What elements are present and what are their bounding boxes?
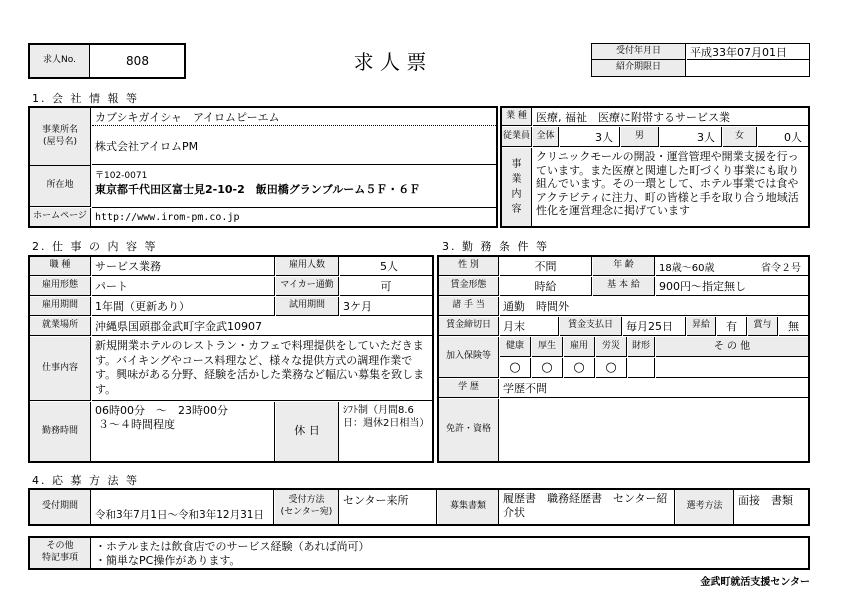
insurance-employment-label: 雇用 [564, 337, 595, 357]
age-label: 年 齢 [593, 257, 655, 276]
selection-label: 選考方法 [676, 490, 734, 524]
business-label: 事 業 内 容 [502, 148, 532, 226]
job-number: 808 [126, 54, 149, 68]
company-name-label: 事業所名 (屋号名) [30, 108, 91, 166]
total-label: 全体 [533, 127, 559, 147]
education: 学歴不問 [500, 379, 808, 398]
homepage-label: ホームページ [30, 208, 91, 226]
license-label: 免許・資格 [439, 399, 499, 461]
female-employees: 0人 [758, 127, 808, 147]
employment-form: パート [92, 277, 275, 296]
postal-code: 〒102-0071 [95, 170, 148, 180]
industry: 医療, 福祉 医療に附帯するサービス業 [533, 108, 808, 126]
address-label: 所在地 [30, 166, 91, 207]
job-type: サービス業務 [92, 257, 275, 276]
page-title: 求 人 票 [353, 50, 427, 74]
wage-form: 時給 [500, 277, 592, 296]
received-date-label: 受付年月日 [592, 44, 686, 60]
license [500, 399, 808, 461]
hours-duration: ３～４時間程度 [98, 418, 175, 431]
insurance-accident-label: 労災 [596, 337, 627, 357]
received-date: 平成33年07月01日 [687, 44, 809, 60]
accept-method: センター来所 [340, 490, 437, 524]
homepage-url[interactable]: http://www.irom-pm.co.jp [95, 211, 240, 223]
section-4-title: 4. 応 募 方 法 等 [32, 474, 139, 487]
section-3-title: 3. 勤 務 条 件 等 [442, 240, 549, 253]
age-note: 省令２号 [761, 263, 801, 274]
payday: 毎月25日 [623, 317, 686, 336]
accept-period-label: 受付期間 [30, 490, 91, 524]
male-employees: 3人 [660, 127, 722, 147]
insurance-savings-label: 財形 [628, 337, 655, 357]
trial-label: 試用期間 [276, 297, 339, 316]
closing-day: 月末 [500, 317, 559, 336]
accept-method-label: 受付方法 (センター宛) [275, 490, 339, 524]
issuer: 金武町就活支援センター [700, 577, 810, 588]
job-type-label: 職 種 [30, 257, 91, 276]
industry-label: 業 種 [502, 108, 532, 126]
trial-period: 3ケ月 [340, 297, 432, 316]
insurance-pension-mark: ○ [532, 358, 563, 378]
raise-label: 昇給 [687, 317, 716, 336]
address: 東京都千代田区富士見2-10-2 飯田橋グランブルーム５Ｆ・６Ｆ [95, 183, 421, 196]
insurance-employment-mark: ○ [564, 358, 595, 378]
section-1-title: 1. 会 社 情 報 等 [32, 92, 139, 105]
referral-deadline [687, 60, 809, 76]
gender-label: 性 別 [439, 257, 499, 276]
allowance: 通勤 時間外 [500, 297, 808, 316]
insurance-other-label: そ の 他 [656, 337, 808, 357]
car-commute-label: マイカー通勤 [276, 277, 339, 296]
holiday-label: 休 日 [276, 402, 339, 461]
hires-label: 雇用人数 [276, 257, 339, 276]
hires: 5人 [340, 257, 432, 276]
education-label: 学 歴 [439, 379, 499, 398]
hours-range: 06時00分 ～ 23時00分 [95, 404, 228, 417]
employment-form-label: 雇用形態 [30, 277, 91, 296]
bonus: 無 [779, 317, 808, 336]
total-employees: 3人 [560, 127, 620, 147]
notes-label: その他 特記事項 [30, 538, 91, 568]
business-description: クリニックモールの開設・運営管理や開業支援を行っています。また医療と関連した町づくり事業にも取り組んでいます。その一環として、ホテル事業では食やアクテビティに注力、町の皆様と手を取り合う地域活性化を運営理念に掲げています [536, 150, 800, 217]
insurance-accident-mark: ○ [596, 358, 627, 378]
gender: 不問 [500, 257, 592, 276]
accept-period: 令和3年7月1日～令和3年12月31日 [92, 505, 274, 524]
insurance-label: 加入保険等 [439, 337, 499, 378]
documents-label: 募集書類 [438, 490, 499, 524]
insurance-health-label: 健康 [500, 337, 531, 357]
wage-form-label: 賃金形態 [439, 277, 499, 296]
closing-label: 賃金締切日 [439, 317, 499, 336]
base-pay-label: 基 本 給 [593, 277, 655, 296]
hours-label: 勤務時間 [30, 402, 91, 461]
location-label: 就業場所 [30, 317, 91, 336]
job-content: 新規開業ホテルのレストラン・カフェで料理提供をしていただきます。バイキングやコース料理など、様々な提供方式の調理作業です。興味がある分野、経験を活かした業務など幅広い募集を致します。 [92, 337, 432, 401]
job-number-label: 求人No. [30, 45, 90, 77]
bonus-label: 賞与 [748, 317, 778, 336]
payday-label: 賃金支払日 [560, 317, 622, 336]
period-label: 雇用期間 [30, 297, 91, 316]
referral-deadline-label: 紹介期限日 [592, 60, 686, 76]
insurance-savings-mark [628, 358, 655, 378]
notes-line-1: ・ホテルまたは飲食店でのサービス経験（あれば尚可） [95, 539, 370, 553]
employment-period: 1年間（更新あり） [92, 297, 275, 316]
documents: 履歴書 職務経歴書 センター紹介状 [500, 490, 675, 524]
allowance-label: 諸 手 当 [439, 297, 499, 316]
employees-label: 従業員 [502, 127, 532, 147]
age: 18歳～60歳 [656, 257, 808, 276]
content-label: 仕事内容 [30, 337, 91, 401]
selection-method: 面接 書類 [738, 494, 793, 507]
company-kana: カブシキガイシャ アイロムピーエム [92, 108, 496, 126]
raise: 有 [717, 317, 747, 336]
insurance-other-value [656, 358, 808, 378]
section-2-title: 2. 仕 事 の 内 容 等 [32, 240, 158, 253]
notes-line-2: ・簡単なPC操作があります。 [95, 553, 241, 567]
female-label: 女 [723, 127, 757, 147]
work-location: 沖縄県国頭郡金武町字金武10907 [92, 317, 432, 336]
accept-period-spacer [92, 490, 274, 505]
male-label: 男 [621, 127, 659, 147]
insurance-health-mark: ○ [500, 358, 531, 378]
car-commute: 可 [340, 277, 432, 296]
holiday: ｼﾌﾄ制（月間8.6日：週休2日相当） [343, 405, 430, 429]
insurance-pension-label: 厚生 [532, 337, 563, 357]
company-name: 株式会社アイロムPM [92, 127, 496, 165]
base-pay: 900円～指定無し [656, 277, 808, 296]
